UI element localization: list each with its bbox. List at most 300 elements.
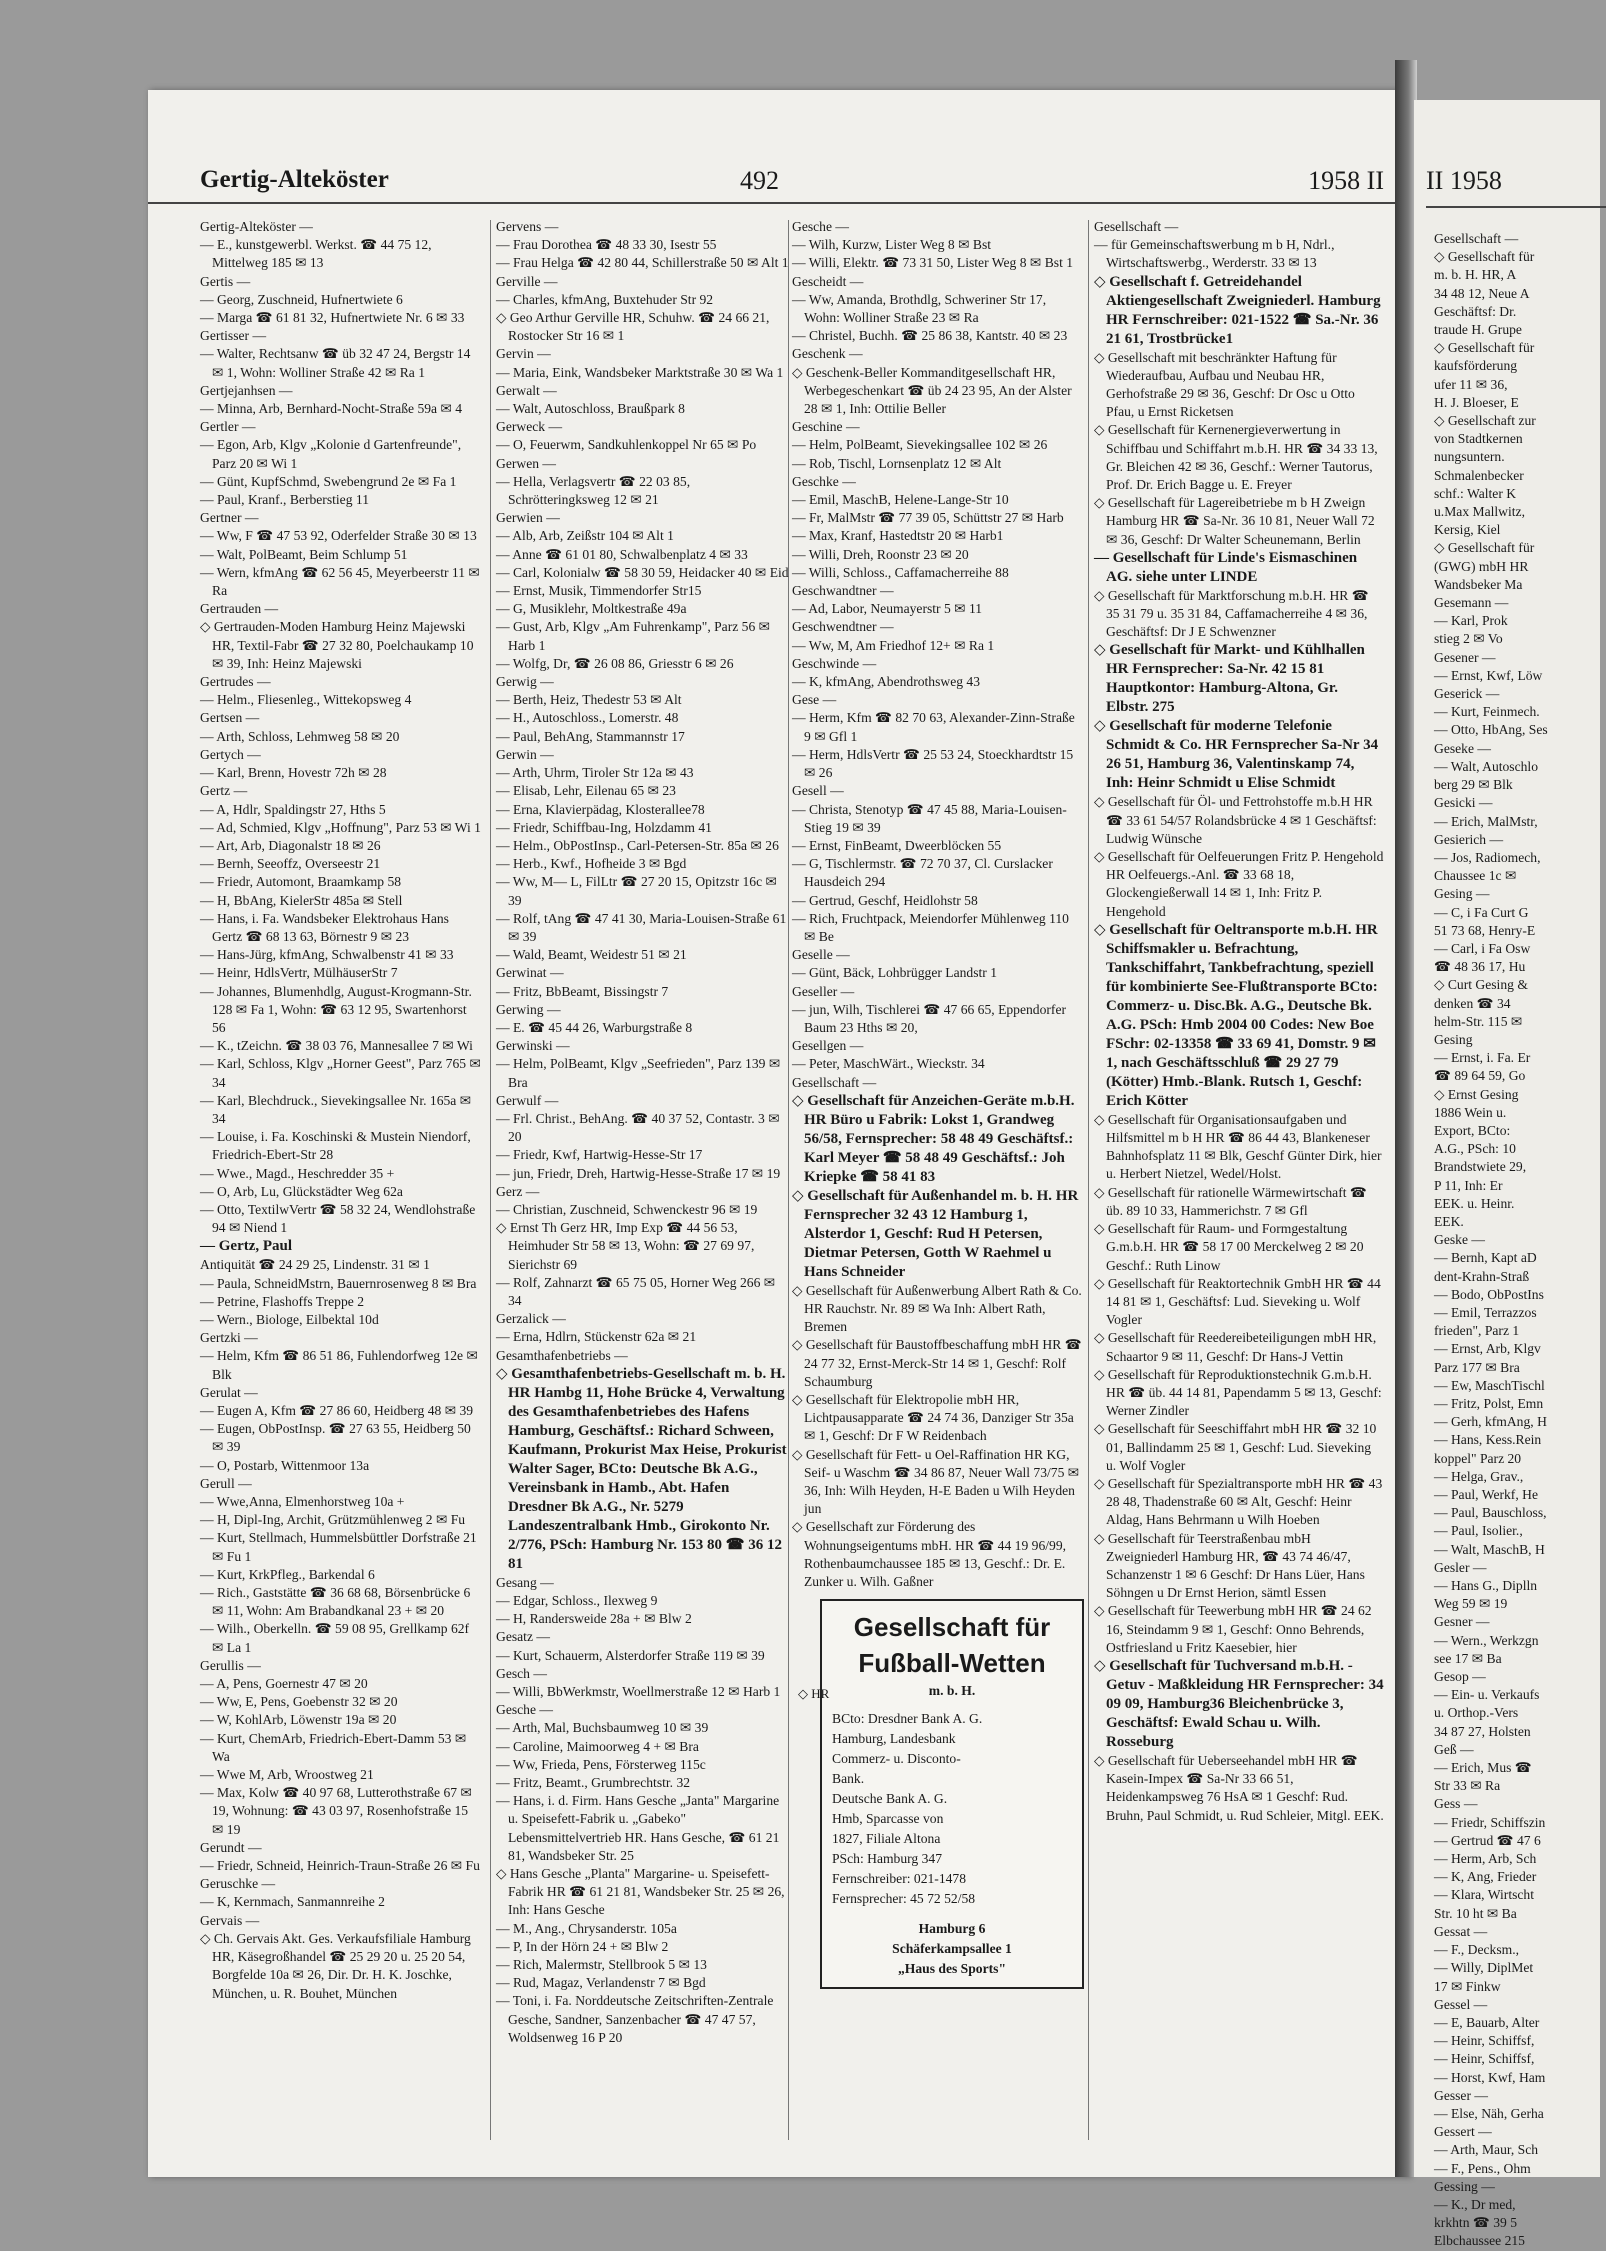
next-page-entry: 34 48 12, Neue A bbox=[1434, 285, 1530, 301]
directory-entry: — Rolf, Zahnarzt ☎ 65 75 05, Horner Weg 266 ✉ 34 bbox=[496, 1274, 776, 1308]
directory-entry: — Toni, i. Fa. Norddeutsche Zeitschriften-Zentrale Gesche, Sandner, Sanzenbacher ☎ 47 47 57, Woldsenweg 16 P 20 bbox=[496, 1993, 774, 2045]
directory-entry: — Karl, Brenn, Hovestr 72h ✉ 28 bbox=[200, 765, 387, 781]
directory-entry: ◇ Gesellschaft für Oelfeuerungen Fritz P. Hengehold HR Oelfeuergs.-Anl. ☎ 33 68 18, Glockengießerwall 14 ✉ 1, Inh: Fritz P. Hengehold bbox=[1094, 849, 1384, 919]
advert-side-marks: ◇ HR bbox=[798, 1686, 830, 1701]
directory-entry: Gertler — bbox=[200, 419, 256, 435]
directory-entry: ◇ Gesellschaft f. Getreidehandel Aktiengesellschaft Zweigniederl. Hamburg HR Fernschreiber: 021-1522 ☎ Sa.-Nr. 36 21 61, Trostbrücke1 bbox=[1094, 273, 1381, 347]
directory-entry: ◇ Gesellschaft für Reaktortechnik GmbH HR ☎ 44 14 81 ✉ 1, Geschäftsf: Lud. Sieveking u. Wolf Vogler bbox=[1094, 1275, 1381, 1328]
directory-entry: — Friedr, Automont, Braamkamp 58 bbox=[200, 874, 402, 890]
next-page-entry: see 17 ✉ Ba bbox=[1434, 1650, 1502, 1666]
directory-entry: — Rud, Magaz, Verlandenstr 7 ✉ Bgd bbox=[496, 1975, 706, 1991]
next-page-entry: EEK. u. Heinr. bbox=[1434, 1195, 1515, 1211]
next-page-entry: Gesser — bbox=[1434, 2087, 1488, 2103]
next-page-entry: Schmalenbecker bbox=[1434, 467, 1524, 483]
next-page-entry: Gessing — bbox=[1434, 2178, 1495, 2194]
next-page-entry: ◇ Gesellschaft zur bbox=[1434, 413, 1536, 429]
next-page-entry: Kersig, Kiel bbox=[1434, 522, 1501, 538]
next-page-entry: — Bernh, Kapt aD bbox=[1434, 1250, 1537, 1266]
directory-entry: — Ww, Amanda, Brothdlg, Schweriner Str 17, Wohn: Wolliner Straße 23 ✉ Ra bbox=[792, 291, 1047, 326]
advert-line: 1827, Filiale Altona bbox=[832, 1831, 941, 1847]
directory-entry: Gertrauden — bbox=[200, 601, 279, 617]
directory-entry: Geschenk — bbox=[792, 346, 863, 362]
directory-entry: — Wolfg, Dr, ☎ 26 08 86, Griesstr 6 ✉ 26 bbox=[496, 655, 734, 671]
next-page-entry: stieg 2 ✉ Vo bbox=[1434, 631, 1503, 647]
next-page-entry: (GWG) mbH HR bbox=[1434, 558, 1529, 574]
directory-entry: — Art, Arb, Diagonalstr 18 ✉ 26 bbox=[200, 837, 381, 853]
directory-entry: — Peter, MaschWärt., Wieckstr. 34 bbox=[792, 1056, 985, 1072]
directory-entry: Gertz — bbox=[200, 783, 248, 799]
directory-entry: ◇ Gesellschaft für Elektropolie mbH HR, Lichtpausapparate ☎ 24 74 36, Danziger Str 35a ✉ 1, Geschf: Dr F W Reidenbach bbox=[792, 1391, 1074, 1444]
directory-entry: — Rich, Malermstr, Stellbrook 5 ✉ 13 bbox=[496, 1957, 707, 1973]
next-page-entry: ☎ 48 36 17, Hu bbox=[1434, 959, 1526, 975]
directory-entry: — Alb, Arb, Zeißstr 104 ✉ Alt 1 bbox=[496, 528, 674, 544]
directory-entry: — W, KohlArb, Löwenstr 19a ✉ 20 bbox=[200, 1712, 397, 1728]
next-page-entry: — Helga, Grav., bbox=[1434, 1468, 1524, 1484]
next-page-entry: u.Max Mallwitz, bbox=[1434, 504, 1525, 520]
directory-entry: Gervens — bbox=[496, 219, 559, 234]
next-page-entry: — Ew, MaschTischl bbox=[1434, 1377, 1545, 1393]
next-page-entry: — Ernst, Arb, Klgv bbox=[1434, 1341, 1541, 1357]
next-page-entry: — C, i Fa Curt G bbox=[1434, 904, 1529, 920]
next-page-entry: — E, Bauarb, Alter bbox=[1434, 2014, 1540, 2030]
directory-entry: Gesamthafenbetriebs — bbox=[496, 1347, 628, 1363]
directory-entry: — Walt, Autoschloss, Braußpark 8 bbox=[496, 401, 685, 417]
directory-entry: — für Gemeinschaftswerbung m b H, Ndrl., Wirtschaftswerbg., Werderstr. 33 ✉ 13 bbox=[1094, 237, 1335, 271]
next-page-entry: Geschäftsf: Dr. bbox=[1434, 303, 1517, 319]
directory-entry: — Karl, Schloss, Klgv „Horner Geest", Parz 765 ✉ 34 bbox=[200, 1056, 481, 1090]
directory-entry: Gesellgen — bbox=[792, 1038, 864, 1054]
next-page-entry: traude H. Grupe bbox=[1434, 322, 1522, 338]
next-page-entry: Gessat — bbox=[1434, 1923, 1488, 1939]
next-page-entry: ☎ 89 64 59, Go bbox=[1434, 1068, 1526, 1084]
next-page-entry: 17 ✉ Finkw bbox=[1434, 1978, 1501, 1994]
directory-entry: Gesellschaft — bbox=[1094, 219, 1179, 234]
directory-entry: Gerull — bbox=[200, 1475, 252, 1491]
directory-entry: ◇ Gesellschaft für Anzeichen-Geräte m.b.H. HR Büro u Fabrik: Lokst 1, Grandweg 56/58, Fernsprecher: 58 48 49 Geschäftsf.: Karl Meyer ☎ 58 48 49 Geschäftsf.: Joh Kriepke ☎ 58 41 83 bbox=[792, 1092, 1075, 1185]
directory-entry: ◇ Gesellschaft für Teerstraßenbau mbH Zweigniederl Hamburg HR, ☎ 43 74 46/47, Schanzenstr 1 ✉ 6 Geschf: Dr Hans Lüer, Hans Söhngen u Dr Ernst Herion, sämtl Essen bbox=[1094, 1530, 1365, 1601]
advert-title-line2: Fußball-Wetten bbox=[858, 1648, 1046, 1679]
directory-entry: Gertisser — bbox=[200, 328, 267, 344]
directory-entry: — E. ☎ 45 44 26, Warburgstraße 8 bbox=[496, 1019, 693, 1035]
directory-entry: — Rich, Fruchtpack, Meiendorfer Mühlenweg 110 ✉ Be bbox=[792, 910, 1069, 944]
directory-entry: — O, Postarb, Wittenmoor 13a bbox=[200, 1457, 370, 1473]
page-number: 492 bbox=[740, 166, 779, 195]
next-page-entry: ufer 11 ✉ 36, bbox=[1434, 376, 1508, 392]
directory-entry: ◇ Hans Gesche „Planta" Margarine- u. Speisefett-Fabrik HR ☎ 61 21 81, Wandsbeker Str. 25 ✉ 26, Inh: Hans Gesche bbox=[496, 1866, 785, 1918]
directory-entry: — Wwe M, Arb, Wroostweg 21 bbox=[200, 1767, 374, 1783]
advert-footer-line: Schäferkampsallee 1 bbox=[892, 1941, 1012, 1957]
directory-entry: — Frl. Christ., BehAng. ☎ 40 37 52, Contastr. 3 ✉ 20 bbox=[496, 1110, 780, 1145]
directory-entry: — Frau Dorothea ☎ 48 33 30, Isestr 55 bbox=[496, 237, 717, 253]
directory-entry: — Max, Kranf, Hastedtstr 20 ✉ Harb1 bbox=[792, 528, 1004, 544]
directory-entry: — Kurt, ChemArb, Friedrich-Ebert-Damm 53 ✉ Wa bbox=[200, 1730, 467, 1764]
directory-entry: — Arth, Uhrm, Tiroler Str 12a ✉ 43 bbox=[496, 765, 694, 781]
next-page-entry: Str. 10 ht ✉ Ba bbox=[1434, 1905, 1517, 1921]
column-4 bbox=[1094, 218, 1384, 2138]
advert-line: Commerz- u. Disconto- bbox=[832, 1751, 961, 1767]
next-page-entry: — Friedr, Schiffszin bbox=[1434, 1814, 1546, 1830]
directory-entry: — Rolf, tAng ☎ 47 41 30, Maria-Louisen-Straße 61 ✉ 39 bbox=[496, 910, 787, 944]
next-page-entry: dent-Krahn-Straß bbox=[1434, 1268, 1530, 1284]
next-page-entry: — Fritz, Polst, Emn bbox=[1434, 1396, 1544, 1411]
column-rule bbox=[490, 220, 491, 2140]
directory-entry: — Wwe., Magd., Heschredder 35 + bbox=[200, 1165, 395, 1181]
advert-line: Fernsprecher: 45 72 52/58 bbox=[832, 1891, 976, 1907]
directory-entry: Gervais — bbox=[200, 1912, 260, 1928]
next-page-entry: — Herm, Arb, Sch bbox=[1434, 1851, 1537, 1867]
directory-entry: — Gertrud, Geschf, Heidlohstr 58 bbox=[792, 892, 978, 908]
directory-entry: Gerzalick — bbox=[496, 1311, 566, 1327]
advert-footer-line: „Haus des Sports" bbox=[897, 1961, 1006, 1977]
directory-entry: — Kurt, Schauerm, Alsterdorfer Straße 119 ✉ 39 bbox=[496, 1647, 765, 1663]
next-page-entry: Gessert — bbox=[1434, 2124, 1492, 2140]
directory-entry: Geruschke — bbox=[200, 1876, 276, 1892]
directory-entry: Gerwalt — bbox=[496, 382, 557, 398]
page-header bbox=[148, 162, 1410, 204]
next-page-entry: — Wern., Werkzgn bbox=[1434, 1632, 1539, 1648]
directory-entry: — Minna, Arb, Bernhard-Nocht-Straße 59a ✉ 4 bbox=[200, 401, 463, 417]
next-page-entry: EEK. bbox=[1434, 1213, 1464, 1229]
directory-entry: Geschwandtner — bbox=[792, 583, 894, 599]
directory-entry: — Hans, i. Fa. Wandsbeker Elektrohaus Hans Gertz ☎ 68 13 63, Börnestr 9 ✉ 23 bbox=[200, 910, 449, 944]
directory-entry: — Fritz, BbBeamt, Bissingstr 7 bbox=[496, 983, 669, 999]
directory-entry: Gertrudes — bbox=[200, 674, 271, 690]
next-page-entry: Geß — bbox=[1434, 1741, 1474, 1757]
directory-entry: — Fr, MalMstr ☎ 77 39 05, Schüttstr 27 ✉ Harb bbox=[792, 510, 1064, 526]
directory-entry: — Erna, Hdlrn, Stückenstr 62a ✉ 21 bbox=[496, 1329, 697, 1345]
directory-entry: ◇ Gesellschaft für Baustoffbeschaffung mbH HR ☎ 24 77 32, Ernst-Merck-Str 14 ✉ 1, Geschf: Rolf Schaumburg bbox=[792, 1337, 1082, 1389]
directory-entry: Geschke — bbox=[792, 473, 856, 489]
directory-entry: — Wilh., Oberkelln. ☎ 59 08 95, Grellkamp 62f ✉ La 1 bbox=[200, 1621, 470, 1655]
next-page-entry: — Gertrud ☎ 47 6 bbox=[1434, 1832, 1541, 1848]
next-page-entry: — Hans, Kess.Rein bbox=[1434, 1432, 1542, 1448]
next-page-entry: — Emil, Terrazzos bbox=[1434, 1304, 1537, 1320]
next-page-entry: — Gerh, kfmAng, H bbox=[1434, 1414, 1547, 1430]
directory-entry: ◇ Gesellschaft für Außenhandel m. b. H. HR Fernsprecher 32 43 12 Hamburg 1, Alsterdor 1, Geschf: Rud H Petersen, Dietmar Petersen, Gotth W Raehmel u Hans Schneider bbox=[792, 1187, 1079, 1280]
next-page-entry: — Kurt, Feinmech. bbox=[1434, 704, 1540, 720]
directory-entry: — Louise, i. Fa. Koschinski & Mustein Niendorf, Friedrich-Ebert-Str 28 bbox=[200, 1129, 471, 1163]
next-page-entry: — Willy, DiplMet bbox=[1434, 1960, 1534, 1976]
advert-footer-line: Hamburg 6 bbox=[918, 1921, 986, 1937]
directory-entry: ◇ Gesellschaft für Seeschiffahrt mbH HR ☎ 32 10 01, Ballindamm 25 ✉ 1, Geschf: Lud. Sieveking u. Wolf Vogler bbox=[1094, 1421, 1377, 1473]
next-page-entry: Chaussee 1c ✉ bbox=[1434, 868, 1517, 884]
advert-line: Deutsche Bank A. G. bbox=[832, 1791, 948, 1807]
directory-entry: ◇ Gesellschaft für Reedereibeteiligungen mbH HR, Schaartor 9 ✉ 11, Geschf: Dr Hans-J Vettin bbox=[1094, 1330, 1377, 1364]
directory-entry: ◇ Gesellschaft für Organisationsaufgaben und Hilfsmittel m b H HR ☎ 86 44 43, Blankeneser Bahnhofsplatz 11 ✉ Blk, Geschf Günter Dirk, hier u. Herbert Nietzel, Wedel/Holst. bbox=[1094, 1111, 1382, 1182]
directory-entry: Gesell — bbox=[792, 783, 844, 799]
directory-entry: — H, Dipl-Ing, Archit, Grützmühlenweg 2 ✉ Fu bbox=[200, 1512, 466, 1528]
directory-entry: — K, kfmAng, Abendrothsweg 43 bbox=[792, 674, 981, 690]
directory-entry: Gerweck — bbox=[496, 419, 563, 435]
directory-entry: ◇ Gesellschaft für rationelle Wärmewirtschaft ☎ üb. 89 10 33, Hammerichstr. 7 ✉ Gfl bbox=[1094, 1184, 1367, 1218]
next-page-entry: — Erich, Mus ☎ bbox=[1434, 1760, 1532, 1776]
advert-line: Hamburg, Landesbank bbox=[832, 1731, 956, 1747]
directory-entry: ◇ Geo Arthur Gerville HR, Schuhw. ☎ 24 66 21, Rostocker Str 16 ✉ 1 bbox=[496, 310, 770, 344]
directory-entry: — Wilh, Kurzw, Lister Weg 8 ✉ Bst bbox=[792, 237, 992, 253]
directory-entry: Gesche — bbox=[792, 219, 849, 234]
directory-entry: Gertych — bbox=[200, 746, 261, 762]
directory-entry: Gerz — bbox=[496, 1183, 540, 1199]
directory-entry: Gertsen — bbox=[200, 710, 260, 726]
advert-subtitle: m. b. H. bbox=[928, 1683, 976, 1699]
directory-entry: ◇ Gesellschaft für Tuchversand m.b.H. - Getuv - Maßkleidung HR Fernsprecher: 34 09 09, Hamburg36 Bleichenbrücke 3, Geschäftsf: Ewald Schau u. Wilh. Rosseburg bbox=[1094, 1657, 1384, 1750]
directory-entry: — Hella, Verlagsvertr ☎ 22 03 85, Schrötteringksweg 12 ✉ 21 bbox=[496, 473, 691, 508]
next-page-header: II 1958 bbox=[1426, 166, 1606, 208]
advertisement-box bbox=[820, 1599, 1084, 1989]
next-page-entry: — Horst, Kwf, Ham bbox=[1434, 2069, 1546, 2085]
directory-entry: ◇ Gesellschaft für Fett- u Oel-Raffination HR KG, Seif- u Waschm ☎ 34 86 87, Neuer Wall 73/75 ✉ 36, Inh: Wilh Heyden, H-E Baden u Wilh Heyden jun bbox=[792, 1446, 1080, 1517]
directory-entry: Gesche — bbox=[496, 1702, 553, 1718]
directory-entry: ◇ Gesellschaft für moderne Telefonie Schmidt & Co. HR Fernsprecher Sa-Nr 34 26 51, Hamburg 36, Valentinskamp 74, Inh: Heinr Schmidt u Elise Schmidt bbox=[1094, 718, 1379, 792]
next-page-entry: 1886 Wein u. bbox=[1434, 1104, 1507, 1120]
directory-entry: — A, Hdlr, Spaldingstr 27, Hths 5 bbox=[200, 801, 386, 817]
directory-entry: — Wern, kfmAng ☎ 62 56 45, Meyerbeerstr 11 ✉ Ra bbox=[200, 564, 480, 599]
next-page-entry: Gessel — bbox=[1434, 1996, 1488, 2012]
directory-entry: Gescheidt — bbox=[792, 273, 864, 289]
directory-entry: — Ww, M, Am Friedhof 12+ ✉ Ra 1 bbox=[792, 637, 995, 653]
directory-entry: ◇ Gertrauden-Moden Hamburg Heinz Majewski HR, Textil-Fabr ☎ 27 32 80, Poelchaukamp 10 ✉ 39, Inh: Heinz Majewski bbox=[200, 619, 474, 671]
directory-entry: — Gesellschaft für Linde's Eismaschinen AG. siehe unter LINDE bbox=[1094, 549, 1358, 585]
directory-entry: ◇ Gesellschaft für Öl- und Fettrohstoffe m.b.H HR ☎ 33 61 54/57 Rolandsbrücke 4 ✉ 1 Geschäftsf: Ludwig Wünsche bbox=[1094, 794, 1377, 846]
next-page-entry: krkhtn ☎ 39 5 bbox=[1434, 2215, 1518, 2231]
directory-entry: — Emil, MaschB, Helene-Lange-Str 10 bbox=[792, 492, 1009, 508]
advert-title-line1: Gesellschaft für bbox=[853, 1612, 1051, 1643]
directory-entry: Gervin — bbox=[496, 346, 551, 362]
directory-entry: — Herb., Kwf., Hofheide 3 ✉ Bgd bbox=[496, 856, 687, 872]
next-page-entry: — Ernst, Kwf, Löw bbox=[1434, 667, 1543, 683]
next-page-entry: nungsuntern. bbox=[1434, 449, 1505, 465]
next-page-entry: P 11, Inh: Er bbox=[1434, 1177, 1503, 1193]
next-page-entry: Str 33 ✉ Ra bbox=[1434, 1778, 1501, 1794]
directory-entry: — Herm, Kfm ☎ 82 70 63, Alexander-Zinn-Straße 9 ✉ Gfl 1 bbox=[792, 710, 1075, 744]
directory-entry: — Otto, TextilwVertr ☎ 58 32 24, Wendlohstraße 94 ✉ Niend 1 bbox=[200, 1201, 476, 1236]
directory-entry: — Christa, Stenotyp ☎ 47 45 88, Maria-Louisen-Stieg 19 ✉ 39 bbox=[792, 801, 1067, 835]
advert-footer bbox=[832, 1919, 1072, 1979]
next-page-entry: Parz 177 ✉ Bra bbox=[1434, 1359, 1520, 1375]
next-page-entry: Gesler — bbox=[1434, 1559, 1487, 1575]
directory-entry: — Karl, Blechdruck., Sievekingsallee Nr. 165a ✉ 34 bbox=[200, 1092, 472, 1126]
next-page-entry: ◇ Ernst Gesing bbox=[1434, 1086, 1519, 1102]
directory-entry: Gertis — bbox=[200, 273, 251, 289]
directory-entry: — P, In der Hörn 24 + ✉ Blw 2 bbox=[496, 1938, 669, 1954]
next-page-entry: — Jos, Radiomech, bbox=[1434, 849, 1541, 865]
next-page-entry: Geseke — bbox=[1434, 740, 1491, 756]
directory-entry: Geseller — bbox=[792, 983, 855, 999]
next-page-entry: — Karl, Prok bbox=[1434, 613, 1508, 629]
directory-entry: Gerwig — bbox=[496, 674, 554, 690]
directory-entry: — Rich., Gaststätte ☎ 36 68 68, Börsenbrücke 6 ✉ 11, Wohn: Am Brabandkanal 23 + ✉ 20 bbox=[200, 1585, 471, 1619]
directory-entry: — Wwe,Anna, Elmenhorstweg 10a + bbox=[200, 1494, 405, 1510]
next-page-entry: Export, BCto: bbox=[1434, 1122, 1511, 1138]
directory-entry: — Carl, Kolonialw ☎ 58 30 59, Heidacker 40 ✉ Eid bbox=[496, 564, 789, 580]
directory-entry: Gerulat — bbox=[200, 1384, 258, 1400]
next-page-entry: — Walt, Autoschlo bbox=[1434, 758, 1539, 774]
directory-entry: — Paul, Kranf., Berberstieg 11 bbox=[200, 492, 369, 508]
directory-entry: Gerwinski — bbox=[496, 1038, 570, 1054]
next-page-entry: — K, Ang, Frieder bbox=[1434, 1869, 1537, 1885]
directory-entry: Gesellschaft — bbox=[792, 1074, 877, 1090]
next-page-entry: — Erich, MalMstr, bbox=[1434, 813, 1538, 829]
column-rule bbox=[1088, 220, 1089, 2140]
next-page-entry: — K., Dr med, bbox=[1434, 2196, 1516, 2212]
next-page-entry: Gesierich — bbox=[1434, 831, 1504, 847]
directory-entry: — Edgar, Schloss., Ilexweg 9 bbox=[496, 1593, 658, 1608]
directory-entry: — Caroline, Maimoorweg 4 + ✉ Bra bbox=[496, 1738, 699, 1754]
next-page-fragment bbox=[1414, 100, 1600, 2249]
next-page-entry: Gesing — bbox=[1434, 886, 1490, 902]
directory-entry: — Paula, SchneidMstrn, Bauernrosenweg 8 ✉ Bra bbox=[200, 1275, 477, 1291]
directory-entry: — G, Tischlermstr. ☎ 72 70 37, Cl. Curslacker Hausdeich 294 bbox=[792, 856, 1053, 890]
directory-entry: — Ernst, Musik, Timmendorfer Str15 bbox=[496, 583, 702, 599]
next-page-entry: Wandsbeker Ma bbox=[1434, 576, 1523, 592]
directory-entry: — Walt, PolBeamt, Beim Schlump 51 bbox=[200, 546, 408, 562]
next-page-entry: 34 87 27, Holsten bbox=[1434, 1723, 1531, 1739]
next-page-entry: — Carl, i Fa Osw bbox=[1434, 940, 1531, 956]
directory-entry: — K., tZeichn. ☎ 38 03 76, Mannesallee 7 ✉ Wi bbox=[200, 1038, 473, 1054]
next-page-entry: — F., Pens., Ohm bbox=[1434, 2160, 1531, 2176]
directory-entry: — H., Autoschloss., Lomerstr. 48 bbox=[496, 710, 679, 726]
directory-entry: Gerullis — bbox=[200, 1657, 261, 1673]
directory-entry: ◇ Gesellschaft für Außenwerbung Albert Rath & Co. HR Rauchstr. Nr. 89 ✉ Wa Inh: Albert Rath, Bremen bbox=[792, 1282, 1082, 1335]
directory-entry: — Marga ☎ 61 81 32, Hufnertwiete Nr. 6 ✉ 33 bbox=[200, 310, 465, 326]
next-page-entry: ◇ Gesellschaft für bbox=[1434, 540, 1535, 556]
next-page-entry: — Else, Näh, Gerha bbox=[1434, 2105, 1544, 2121]
directory-entry: — A, Pens, Goernestr 47 ✉ 20 bbox=[200, 1676, 368, 1692]
directory-entry: ◇ Gesellschaft für Oeltransporte m.b.H. HR Schiffsmakler u. Befrachtung, Tankschiffahrt, Tankbefrachtung, speziell für kombinierte See-Flußtransporte BCto: Commerz- u. Disc.Bk. A.G., Deutsche Bk. A.G. PSch: Hmb 2004 00 Codes: New Boe FSchr: 02-13358 ☎ 33 69 41, Domstr. 9 ✉ 1, nach Geschäftsschluß ☎ 29 27 79 (Kötter) Hmb.-Blank. Rutsch 1, Geschf: Erich Kötter bbox=[1094, 921, 1378, 1109]
directory-entry: ◇ Gesellschaft für Spezialtransporte mbH HR ☎ 43 28 48, Thadenstraße 60 ✉ Alt, Geschf: Heinr Aldag, Hans Behrmann u Wilh Hoeben bbox=[1094, 1475, 1383, 1528]
directory-entry: — Ww, E, Pens, Goebenstr 32 ✉ 20 bbox=[200, 1694, 398, 1710]
directory-entry: — Bernh, Seeoffz, Overseestr 21 bbox=[200, 856, 381, 872]
directory-entry: — Charles, kfmAng, Buxtehuder Str 92 bbox=[496, 291, 714, 307]
next-page-entry: — Heinr, Schiffsf, bbox=[1434, 2033, 1535, 2049]
next-page-entry: — Paul, Isolier., bbox=[1434, 1523, 1523, 1539]
directory-entry: — Heinr, HdlsVertr, MülhäuserStr 7 bbox=[200, 965, 398, 981]
directory-entry: — Arth, Schloss, Lehmweg 58 ✉ 20 bbox=[200, 728, 400, 744]
next-page-entry: Gesellschaft — bbox=[1434, 231, 1519, 246]
directory-entry: — Gust, Arb, Klgv „Am Fuhrenkamp", Parz 56 ✉ Harb 1 bbox=[496, 619, 771, 653]
next-page-entry: Geserick — bbox=[1434, 686, 1500, 702]
directory-entry: — H, BbAng, KielerStr 485a ✉ Stell bbox=[200, 892, 403, 908]
directory-entry: Gerundt — bbox=[200, 1839, 262, 1855]
column-3 bbox=[792, 218, 1082, 2138]
directory-entry: — Ernst, FinBeamt, Dweerblöcken 55 bbox=[792, 837, 1002, 853]
directory-entry: — Hans-Jürg, kfmAng, Schwalbenstr 41 ✉ 33 bbox=[200, 947, 454, 963]
next-page-entry: — Walt, MaschB, H bbox=[1434, 1541, 1545, 1557]
directory-entry: — Helm, PolBeamt, Klgv „Seefrieden", Parz 139 ✉ Bra bbox=[496, 1056, 781, 1090]
advert-line: BCto: Dresdner Bank A. G. bbox=[832, 1711, 983, 1727]
directory-entry: Gesatz — bbox=[496, 1629, 550, 1645]
directory-entry: ◇ Ch. Gervais Akt. Ges. Verkaufsfiliale Hamburg HR, Käsegroßhandel ☎ 25 29 20 u. 25 20 54, Borgfelde 10a ✉ 26, Dir. Dr. H. K. Joschke, München, u. R. Bouhet, München bbox=[200, 1930, 471, 2001]
next-page-entry: Gesing bbox=[1434, 1031, 1473, 1047]
directory-entry: — Willi, Schloss., Caffamacherreihe 88 bbox=[792, 564, 1009, 580]
next-page-entry: H. J. Bloeser, E bbox=[1434, 394, 1519, 410]
directory-entry: — Willi, BbWerkmstr, Woellmerstraße 12 ✉ Harb 1 bbox=[496, 1684, 781, 1700]
next-page-entry: Gesemann — bbox=[1434, 595, 1509, 611]
directory-entry: — Helm., ObPostInsp., Carl-Petersen-Str. 85a ✉ 26 bbox=[496, 837, 779, 853]
directory-entry: ◇ Gesellschaft für Raum- und Formgestaltung G.m.b.H. HR ☎ 58 17 00 Merckelweg 2 ✉ 20 Geschf.: Ruth Linow bbox=[1094, 1221, 1364, 1273]
next-page-entry: 51 73 68, Henry-E bbox=[1434, 922, 1536, 938]
directory-entry: — H, Randersweide 28a + ✉ Blw 2 bbox=[496, 1611, 692, 1627]
directory-entry: Gertzki — bbox=[200, 1330, 258, 1346]
directory-entry: — Anne ☎ 61 01 80, Schwalbenplatz 4 ✉ 33 bbox=[496, 546, 748, 562]
directory-entry: ◇ Gesellschaft mit beschränkter Haftung für Wiederaufbau, Aufbau und Neubau HR, Gerhofstraße 29 ✉ 36, Geschf: Dr Osc u Otto Pfau, u Ernst Ricketsen bbox=[1094, 349, 1355, 420]
next-page-entry: — Klara, Wirtscht bbox=[1434, 1887, 1534, 1903]
directory-entry: ◇ Geschenk-Beller Kommanditgesellschaft HR, Werbegeschenkart ☎ üb 24 23 95, An der Alster 28 ✉ 1, Inh: Ottilie Beller bbox=[792, 364, 1072, 417]
directory-entry: — Petrine, Flashoffs Treppe 2 bbox=[200, 1293, 365, 1309]
next-page-entry: — Paul, Bauschloss, bbox=[1434, 1505, 1547, 1521]
directory-entry: Gerwen — bbox=[496, 455, 557, 471]
next-page-entry: Gesner — bbox=[1434, 1614, 1490, 1630]
directory-entry: — Egon, Arb, Klgv „Kolonie d Gartenfreunde", Parz 20 ✉ Wi 1 bbox=[200, 437, 462, 471]
directory-entry: Gesang — bbox=[496, 1574, 554, 1590]
next-page-entry: — Ein- u. Verkaufs bbox=[1434, 1687, 1540, 1703]
advert-line: Hmb, Sparcasse von bbox=[832, 1811, 944, 1827]
next-page-entry: Gesicki — bbox=[1434, 795, 1493, 811]
directory-entry: — Willi, Dreh, Roonstr 23 ✉ 20 bbox=[792, 546, 969, 562]
directory-entry: — G, Musiklehr, Moltkestraße 49a bbox=[496, 601, 687, 617]
directory-entry: ◇ Ernst Th Gerz HR, Imp Exp ☎ 44 56 53, Heimhuder Str 58 ✉ 13, Wohn: ☎ 27 69 97, Sierichstr 69 bbox=[496, 1220, 755, 1272]
directory-entry: Gerville — bbox=[496, 273, 558, 289]
next-page-entry: kaufsförderung bbox=[1434, 358, 1518, 374]
column-1 bbox=[200, 218, 482, 2138]
directory-entry: — Friedr, Schiffbau-Ing, Holzdamm 41 bbox=[496, 819, 712, 835]
directory-entry: — Christian, Zuschneid, Schwenckestr 96 ✉ 19 bbox=[496, 1201, 758, 1217]
next-page-entry: Gesop — bbox=[1434, 1669, 1486, 1685]
directory-entry: — Wern., Biologe, Eilbektal 10d bbox=[200, 1311, 379, 1327]
directory-entry: Geschine — bbox=[792, 419, 860, 435]
directory-entry: Geselle — bbox=[792, 947, 850, 963]
next-page-entry: Gesener — bbox=[1434, 649, 1496, 665]
next-page-entry: Elbchaussee 215 bbox=[1434, 2233, 1525, 2249]
directory-entry: — O, Feuerwm, Sandkuhlenkoppel Nr 65 ✉ Po bbox=[496, 437, 757, 453]
directory-entry: — Willi, Elektr. ☎ 73 31 50, Lister Weg 8 ✉ Bst 1 bbox=[792, 255, 1074, 271]
directory-entry: — Wald, Beamt, Weidestr 51 ✉ 21 bbox=[496, 947, 687, 963]
directory-entry: — Paul, BehAng, Stammannstr 17 bbox=[496, 728, 685, 744]
next-page-entry: Gess — bbox=[1434, 1796, 1478, 1812]
directory-entry: — Rob, Tischl, Lornsenplatz 12 ✉ Alt bbox=[792, 455, 1002, 471]
directory-entry: — O, Arb, Lu, Glückstädter Weg 62a bbox=[200, 1183, 403, 1199]
directory-entry: — Ww, F ☎ 47 53 92, Oderfelder Straße 30 ✉ 13 bbox=[200, 528, 477, 544]
next-page-entry: — Otto, HbAng, Ses bbox=[1434, 722, 1548, 738]
directory-entry: — Maria, Eink, Wandsbeker Marktstraße 30 ✉ Wa 1 bbox=[496, 364, 784, 380]
next-page-entry: Geske — bbox=[1434, 1232, 1485, 1248]
directory-entry: — Fritz, Beamt., Grumbrechtstr. 32 bbox=[496, 1775, 691, 1791]
directory-entry: Geschwinde — bbox=[792, 655, 877, 671]
directory-entry: ◇ Gesellschaft für Markt- und Kühlhallen HR Fernsprecher: Sa-Nr. 42 15 81 Hauptkontor: Hamburg-Altona, Gr. Elbstr. 275 bbox=[1094, 642, 1365, 716]
directory-page bbox=[148, 90, 1410, 2177]
directory-entry: ◇ Gesellschaft für Reproduktionstechnik G.m.b.H. HR ☎ üb. 44 14 81, Papendamm 5 ✉ 13, Geschf: Werner Zindler bbox=[1094, 1366, 1382, 1419]
directory-entry: Gertjejanhsen — bbox=[200, 382, 293, 398]
directory-entry: Gerwin — bbox=[496, 746, 554, 762]
next-page-entry: — Ernst, i. Fa. Er bbox=[1434, 1050, 1531, 1066]
next-page-entry: — Arth, Maur, Sch bbox=[1434, 2142, 1539, 2158]
directory-entry: ◇ Gesellschaft für Lagereibetriebe m b H Zweign Hamburg HR ☎ Sa-Nr. 36 10 81, Neuer Wall 72 ✉ 36, Geschf: Dr Walter Scheunemann, Berlin bbox=[1094, 495, 1375, 547]
next-page-entry: ◇ Gesellschaft für bbox=[1434, 249, 1535, 265]
directory-entry: — Helm, PolBeamt, Sievekingsallee 102 ✉ 26 bbox=[792, 437, 1048, 453]
directory-entry: — jun, Wilh, Tischlerei ☎ 47 66 65, Eppendorfer Baum 23 Hths ✉ 20, bbox=[792, 1001, 1067, 1035]
advert-line: PSch: Hamburg 347 bbox=[832, 1851, 943, 1867]
column-2 bbox=[496, 218, 792, 2138]
directory-entry: Gerwulf — bbox=[496, 1092, 559, 1108]
directory-entry: — Helm., Fliesenleg., Wittekopsweg 4 bbox=[200, 692, 412, 708]
next-page-entry: Weg 59 ✉ 19 bbox=[1434, 1596, 1508, 1612]
directory-entry: ◇ Gesellschaft für Kernenergieverwertung in Schiffbau und Schiffahrt m.b.H. HR ☎ 34 33 13, Gr. Bleichen 42 ✉ 36, Geschf.: Werner Tautorus, Prof. Dr. Erich Bagge u. E. Freyer bbox=[1094, 422, 1378, 493]
next-page-entry: m. b. H. HR, A bbox=[1434, 267, 1517, 283]
advert-line: Fernschreiber: 021-1478 bbox=[832, 1871, 967, 1887]
directory-entry: — Ad, Labor, Neumayerstr 5 ✉ 11 bbox=[792, 601, 983, 617]
next-page-entry: frieden", Parz 1 bbox=[1434, 1323, 1520, 1339]
directory-entry: — Elisab, Lehr, Eilenau 65 ✉ 23 bbox=[496, 783, 676, 799]
